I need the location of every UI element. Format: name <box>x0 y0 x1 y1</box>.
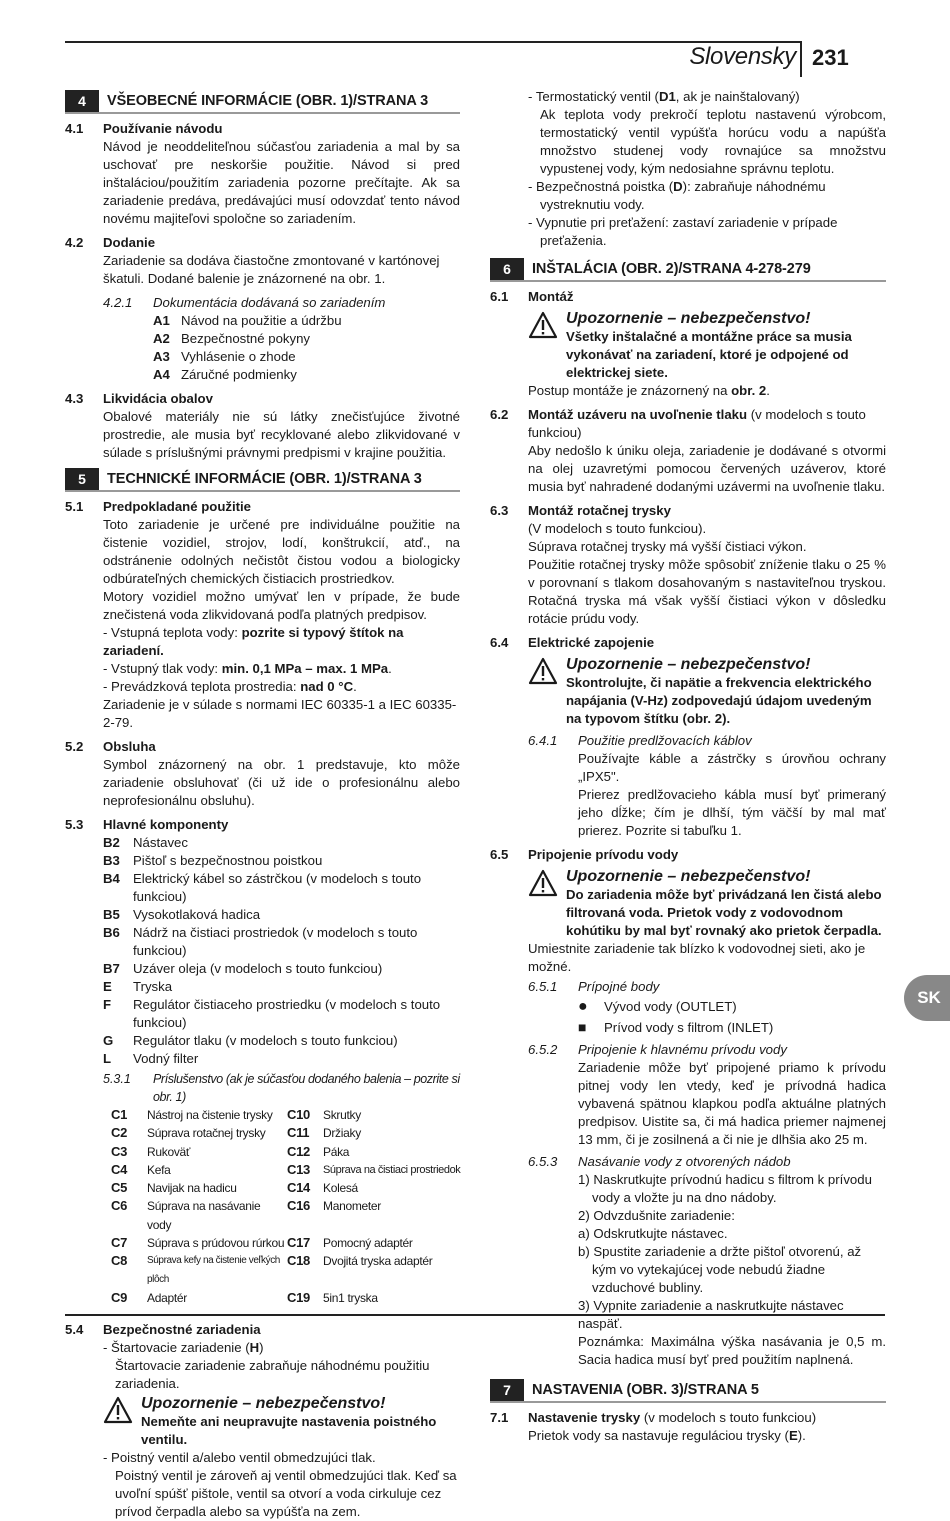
heading-6-4: 6.4 Elektrické zapojenie <box>490 635 655 650</box>
list-item: ■ Prívod vody s filtrom (INLET) <box>578 1019 774 1035</box>
warning-box <box>490 310 886 382</box>
accessory-table: C1 Nástroj na čistenie trysky C10 Skrutky C2 Súprava rotačnej trysky C11 Držiaky C3 Rukoväť C12 Páka C4 Kefa C13 Súprava na čistiaci prostriedok C5 Navijak na hadicu C14 Kolesá C6 Súprava na nasávanie vody C16 Manometer C7 Súprava s prúdovou rúrkou C17 Pomocný adaptér C8 Súprava kefy na čistenie veľkých plôch C18 Dvojitá tryska adaptér C9 Adaptér C19 5in1 tryska <box>111 1107 461 1305</box>
dash-line: - Bezpečnostná poistka (D): zabraňuje náhodnému vystreknutiu vody. <box>528 179 826 212</box>
warning-title: Upozornenie – nebezpečenstvo! <box>566 310 811 327</box>
subheading-4-2-1: 4.2.1 Dokumentácia dodávaná so zariadením <box>103 295 386 310</box>
warning-box <box>490 656 886 728</box>
dash-line: - Štartovacie zariadenie (H) <box>103 1340 264 1356</box>
warning-icon <box>528 868 566 902</box>
left-column <box>65 88 460 1521</box>
subheading-5-3-1: 5.3.1 Príslušenstvo (ak je súčasťou dodaného balenia – pozrite si obr. 1) <box>103 1072 460 1104</box>
step: a) Odskrutkujte nástavec. <box>578 1226 728 1241</box>
component-list <box>65 834 460 1068</box>
list-item: ● Vývod vody (OUTLET) <box>578 998 737 1015</box>
section-title: INŠTALÁCIA (OBR. 2)/STRANA 4-278-279 <box>532 261 811 277</box>
section-7-header <box>490 1379 886 1403</box>
paragraph: Umiestnite zariadenie tak blízko k vodovodnej sieti, ako je možné. <box>528 941 866 974</box>
step: 1) Naskrutkujte prívodnú hadicu s filtrom k prívodu vody a vložte ju na dno nádoby. <box>578 1172 872 1205</box>
warning-icon <box>528 310 566 344</box>
section-title: NASTAVENIA (OBR. 3)/STRANA 5 <box>532 1382 759 1398</box>
warning-text: Nemeňte ani neupravujte nastavenia poistného ventilu. <box>141 1414 437 1448</box>
list-item: B4 Elektrický kábel so zástrčkou (v modeloch s touto funkciou) <box>103 871 422 904</box>
paragraph: Symbol znázornený na obr. 1 predstavuje, kto môže zariadenie obsluhovať (či už ide o profesionálnu alebo neprofesionálnu obsluhu). <box>103 757 460 808</box>
warning-text: Skontrolujte, či napätie a frekvencia elektrického napájania (V-Hz) zodpovedajú údajom uvedeným na typovom štítku (obr. 2). <box>566 675 872 726</box>
section-5-header <box>65 468 460 492</box>
section-4-header <box>65 90 460 114</box>
dash-line: - Poistný ventil a/alebo ventil obmedzujúci tlak. <box>103 1450 376 1466</box>
language-tab[interactable]: SK <box>904 975 950 1021</box>
square-icon: ■ <box>578 1019 587 1035</box>
warning-icon <box>528 656 566 690</box>
warning-text: Do zariadenia môže byť privádzaná len čistá alebo filtrovaná voda. Prietok vody z vodovodnom kohútiku by mal byť rovnaký ako prietok čerpadla. <box>566 887 882 938</box>
page-number: 231 <box>812 45 849 70</box>
list-item: B6 Nádrž na čistiaci prostriedok (v modeloch s touto funkciou) <box>103 925 418 958</box>
heading-6-5: 6.5 Pripojenie prívodu vody <box>490 847 679 862</box>
list-item: A4 Záručné podmienky <box>153 367 297 382</box>
section-number: 5 <box>65 468 99 490</box>
list-item: B7 Uzáver oleja (v modeloch s touto funkciou) <box>103 961 383 976</box>
subheading-6-5-2: 6.5.2 Pripojenie k hlavnému prívodu vody <box>528 1042 787 1057</box>
list-item: A1 Návod na použitie a údržbu <box>153 313 342 328</box>
section-number: 7 <box>490 1379 524 1401</box>
warning-box <box>490 868 886 940</box>
section-number: 4 <box>65 90 99 112</box>
paragraph: Použitie rotačnej trysky môže spôsobiť zníženie tlaku o 25 % v porovnaní s tlakom dosahovaným s nastaviteľnou tryskou. Rotačná tryska má však vyšší čistiaci výkon v dôsledku rotácie prúdu vody. <box>528 557 886 626</box>
warning-icon <box>103 1395 141 1429</box>
language-label: Slovensky <box>689 43 796 70</box>
list-item: F Regulátor čistiaceho prostriedku (v modeloch s touto funkciou) <box>103 997 441 1030</box>
paragraph: Zariadenie sa dodáva čiastočne zmontované v kartónovej škatuli. Dodané balenie je znázornené na obr. 1. <box>103 253 440 286</box>
circle-icon: ● <box>578 998 588 1015</box>
paragraph: Prierez predlžovacieho kábla musí byť primeraný jeho dĺžke; čím je dlhší, tým väčší by mal mať prierez. Pozrite si tabuľku 1. <box>578 787 886 838</box>
paragraph: Ak teplota vody prekročí teplotu nastavenú výrobcom, termostatický ventil vypúšťa horúcu vodu a napúšťa množstvo studenej vody rovnajúce sa množstvu vypustenej vody, kým nedosiahne správnu teplotu. <box>540 107 886 176</box>
subheading-6-5-1: 6.5.1 Prípojné body <box>528 979 660 994</box>
heading-6-1: 6.1 Montáž <box>490 289 574 304</box>
list-item: E Tryska <box>103 979 173 994</box>
right-column <box>490 88 886 1445</box>
paragraph: Štartovacie zariadenie zabraňuje náhodnému použitiu zariadenia. <box>115 1358 430 1392</box>
list-item: A2 Bezpečnostné pokyny <box>153 331 311 346</box>
note: Poznámka: Maximálna výška nasávania je 0,5 m. Sacia hadica musí byť pred použitím naplnená. <box>578 1334 886 1367</box>
document-list <box>65 312 460 384</box>
paragraph: Súprava rotačnej trysky má vyšší čistiaci výkon. <box>528 539 807 554</box>
heading-5-3: 5.3 Hlavné komponenty <box>65 817 229 832</box>
section-title: TECHNICKÉ INFORMÁCIE (OBR. 1)/STRANA 3 <box>107 471 422 487</box>
paragraph: Návod je neoddeliteľnou súčasťou zariadenia a mal by sa uschovať pre neskoršie použitie. Návod si pred inštaláciou/použitím zariadenia pozorne prečítajte. Ak sa zariadenie predáva, predávajúci musí odovzdať tento návod novému majiteľovi spoločne so zariadením. <box>103 139 460 226</box>
warning-title: Upozornenie – nebezpečenstvo! <box>566 656 811 673</box>
paragraph: Postup montáže je znázornený na obr. 2. <box>528 383 770 398</box>
spec-line: - Vstupný tlak vody: min. 0,1 MPa – max. 1 MPa. <box>103 661 392 676</box>
section-number: 6 <box>490 258 524 280</box>
section-title: VŠEOBECNÉ INFORMÁCIE (OBR. 1)/STRANA 3 <box>107 93 429 109</box>
dash-line: - Vypnutie pri preťažení: zastaví zariadenie v prípade preťaženia. <box>528 215 838 248</box>
list-item: G Regulátor tlaku (v modeloch s touto funkciou) <box>103 1033 398 1048</box>
dash-line: - Termostatický ventil (D1, ak je nainštalovaný) <box>528 89 800 104</box>
list-item: B2 Nástavec <box>103 835 188 850</box>
header-divider <box>800 41 802 77</box>
list-item: B5 Vysokotlaková hadica <box>103 907 261 922</box>
paragraph: Poistný ventil je zároveň aj ventil obmedzujúci tlak. Keď sa uvoľní spúšť pištole, ventil sa otvorí a voda cirkuluje cez prívod čerpadla alebo sa vypúšťa na zem. <box>115 1468 457 1520</box>
list-item: B3 Pištoľ s bezpečnostnou poistkou <box>103 853 323 868</box>
spec-line: Zariadenie je v súlade s normami IEC 60335-1 a IEC 60335-2-79. <box>103 697 457 730</box>
warning-title: Upozornenie – nebezpečenstvo! <box>566 868 811 885</box>
section-6-header <box>490 258 886 282</box>
spec-line: - Vstupná teplota vody: pozrite si typový štítok na zariadení. <box>103 625 404 658</box>
heading-4-1: 4.1 Používanie návodu <box>65 121 223 136</box>
paragraph: Aby nedošlo k úniku oleja, zariadenie je dodávané s otvormi na olej uzavretými pomocou červených uzáverov, ktoré musia byť nahradené dodanými uzávermi na uvoľnenie tlaku. <box>528 443 886 494</box>
step: b) Spustite zariadenie a držte pištoľ otvorenú, až kým vo vytekajúcej vode nebudú žiadne vzduchové bubliny. <box>578 1244 862 1295</box>
paragraph: Motory vozidiel možno umývať len v prípade, že bude znečistená voda zlikvidovaná podľa platných predpisov. <box>103 589 460 622</box>
heading-5-4: 5.4 Bezpečnostné zariadenia <box>65 1322 261 1338</box>
warning-text: Všetky inštalačné a montážne práce sa musia vykonávať na zariadení, ktoré je odpojené od elektrickej siete. <box>566 329 852 380</box>
list-item: A3 Vyhlásenie o zhode <box>153 349 296 364</box>
warning-box <box>65 1395 460 1449</box>
spec-line: - Prevádzková teplota prostredia: nad 0 °C. <box>103 679 357 694</box>
paragraph: (V modeloch s touto funkciou). <box>528 521 707 536</box>
subheading-6-4-1: 6.4.1 Použitie predlžovacích káblov <box>528 733 752 748</box>
paragraph: Toto zariadenie je určené pre individuálne použitie na čistenie vozidiel, strojov, lodí, konštrukcií, atď., na odstránenie odolných nečistôt čistou vodou a biologicky odbúrateľných chemických čistiacich prostriedkov. <box>103 517 460 586</box>
heading-6-2: 6.2 Montáž uzáveru na uvoľnenie tlaku (v modeloch s touto funkciou) <box>490 407 866 440</box>
heading-6-3: 6.3 Montáž rotačnej trysky <box>490 503 671 518</box>
heading-4-3: 4.3 Likvidácia obalov <box>65 391 213 406</box>
warning-title: Upozornenie – nebezpečenstvo! <box>141 1395 386 1413</box>
paragraph: Obalové materiály nie sú látky znečisťujúce životné prostredie, ale musia byť recyklované alebo zlikvidované v súlade s príslušnými právnymi predpismi v krajine použitia. <box>103 409 460 460</box>
heading-5-2: 5.2 Obsluha <box>65 739 156 754</box>
paragraph: Prietok vody sa nastavuje reguláciou trysky (E). <box>528 1428 806 1443</box>
heading-5-1: 5.1 Predpokladané použitie <box>65 499 252 514</box>
paragraph: Používajte káble a zástrčky s úrovňou ochrany „IPX5". <box>578 751 886 784</box>
subheading-6-5-3: 6.5.3 Nasávanie vody z otvorených nádob <box>528 1154 791 1169</box>
heading-4-2: 4.2 Dodanie <box>65 235 156 250</box>
step: 2) Odvzdušnite zariadenie: <box>578 1208 735 1223</box>
list-item: L Vodný filter <box>103 1051 199 1066</box>
paragraph: Zariadenie môže byť pripojené priamo k prívodu pitnej vody len vtedy, keď je prívodná hadica vybavená spätnou klapkou podľa aktuálne platných predpisov. Uistite sa, či má hadica priemer najmenej 13 mm, či je zosilnená a či nie je dlhšia ako 25 m. <box>578 1060 886 1147</box>
heading-7-1: 7.1 Nastavenie trysky (v modeloch s touto funkciou) <box>490 1410 817 1425</box>
step: 3) Vypnite zariadenie a naskrutkujte nástavec naspäť. <box>578 1298 844 1331</box>
